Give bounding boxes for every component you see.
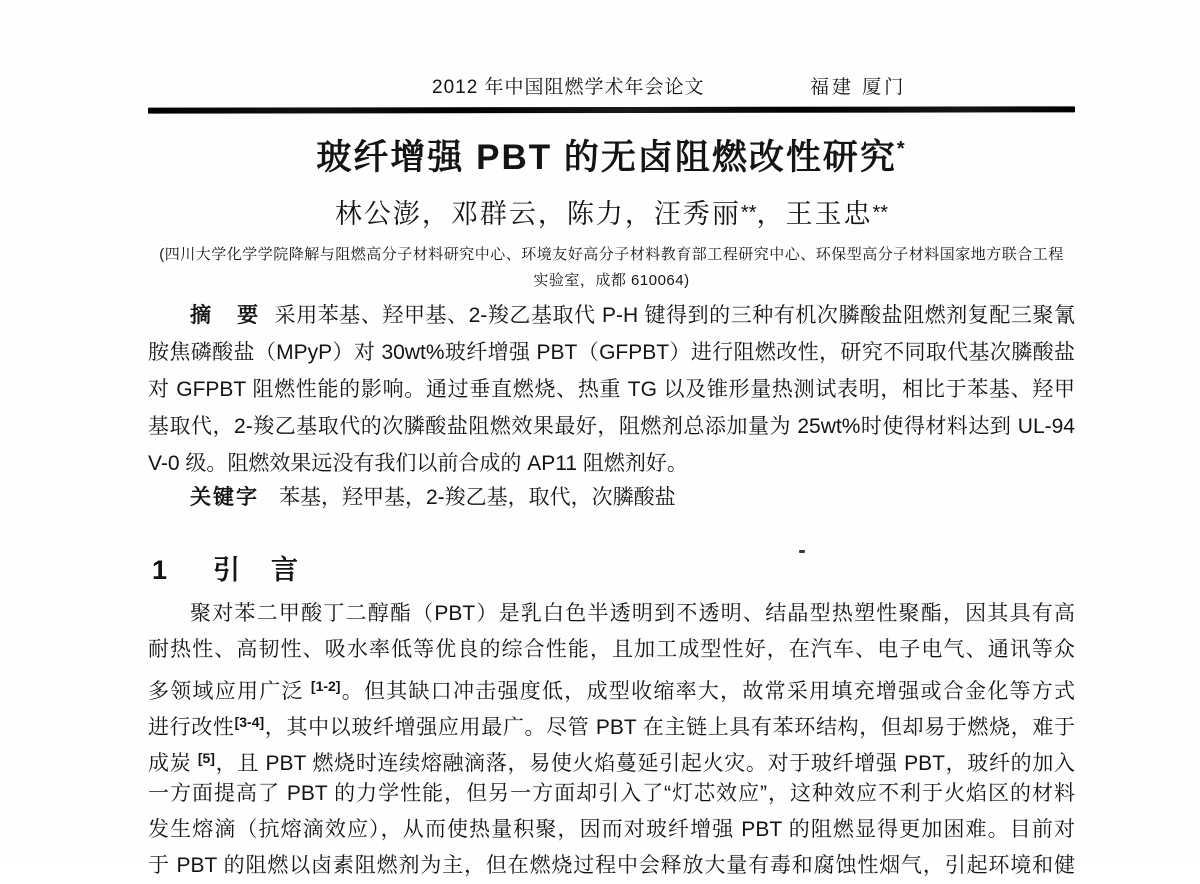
abstract-line: 胺焦磷酸盐（MPyP）对 30wt%玻纤增强 PBT（GFPBT）进行阻燃改性，研究不同取代基次膦酸盐: [148, 341, 1075, 364]
keywords-label: 关键字: [190, 486, 259, 509]
body-text: 于 PBT 的阻燃以卤素阻燃剂为主，但在燃烧过程中会释放大量有毒和腐蚀性烟气，引起环境和健: [148, 854, 1075, 877]
body-line: [148, 596, 1075, 632]
paper-title: [148, 130, 1075, 180]
abstract-line: 对 GFPBT 阻燃性能的影响。通过垂直燃烧、热重 TG 以及锥形量热测试表明，相比于苯基、羟甲: [148, 378, 1075, 401]
title-footnote-mark: *: [896, 138, 907, 160]
body-text: 聚对苯二甲酸丁二醇酯（PBT）是乳白色半透明到不透明、结晶型热塑性聚酯，因其具有高: [190, 602, 1075, 625]
introduction-paragraph: [148, 596, 1075, 884]
body-text: 。但其缺口冲击强度低，成型收缩率大，故常采用填充增强或合金化等方式: [340, 680, 1075, 703]
body-line-partial: [148, 848, 1075, 884]
body-text: 成炭: [148, 752, 198, 775]
body-text: 发生熔滴（抗熔滴效应），从而使热量积聚，因而对玻纤增强 PBT 的阻燃显得更加困难。目前对: [148, 818, 1075, 841]
citation-ref: [5]: [197, 750, 215, 766]
body-line: [148, 812, 1075, 848]
header-rule: [148, 106, 1075, 113]
abstract-line: V-0 级。阻燃效果远没有我们以前合成的 AP11 阻燃剂好。: [148, 452, 688, 475]
abstract-text: 采用苯基、羟甲基、2-羧乙基取代 P-H 键得到的三种有机次膦酸盐阻燃剂复配三聚氰: [274, 304, 1075, 327]
section-heading: [148, 548, 1075, 587]
author-names: ，王玉忠: [756, 199, 873, 229]
abstract-label: 摘 要: [190, 304, 261, 327]
corresponding-author-mark: **: [740, 202, 757, 224]
affiliation-line-2: 实验室，成都 610064): [533, 272, 690, 289]
body-line: [148, 776, 1075, 812]
keywords-text: 苯基，羟甲基，2-羧乙基，取代，次膦酸盐: [279, 486, 676, 509]
affiliation-line-1: (四川大学化学学院降解与阻燃高分子材料研究中心、环境友好高分子材料教育部工程研究中心、环保型高分子材料国家地方联合工程: [159, 246, 1064, 263]
body-line: [148, 740, 1075, 776]
body-text: 一方面提高了 PBT 的力学性能，但另一方面却引入了“灯芯效应”，这种效应不利于火焰区的材料: [148, 782, 1075, 805]
body-text: ，且 PBT 燃烧时连续熔融滴落，易使火焰蔓延引起火灾。对于玻纤增强 PBT，玻纤的加入: [214, 752, 1075, 775]
body-line: [148, 704, 1075, 740]
citation-ref: [3-4]: [234, 714, 265, 730]
keywords-line: [148, 481, 1075, 511]
section-title: 引 言: [213, 555, 301, 585]
abstract-line: 基取代，2-羧乙基取代的次膦酸盐阻燃效果最好，阻燃剂总添加量为 25wt%时使得材料达到 UL-94: [148, 415, 1075, 438]
citation-ref: [1-2]: [310, 678, 341, 694]
section-number: 1: [152, 555, 170, 585]
conference-name: 2012 年中国阻燃学术年会论文: [432, 77, 705, 98]
conference-venue: 福建 厦门: [810, 77, 907, 98]
page-header: [148, 72, 1075, 102]
body-text: ，其中以玻纤增强应用最广。尽管 PBT 在主链上具有苯环结构，但却易于燃烧，难于: [264, 716, 1075, 739]
author-names: 林公澎，邓群云，陈力，汪秀丽: [334, 199, 741, 229]
body-text: 进行改性: [148, 716, 235, 739]
body-text: 多领域应用广泛: [148, 680, 311, 703]
abstract: [148, 297, 1075, 482]
body-line: [148, 668, 1075, 704]
paper-title-text: 玻纤增强 PBT 的无卤阻燃改性研究: [316, 138, 897, 177]
abstract-line: [148, 297, 1075, 334]
body-line: [148, 632, 1075, 668]
corresponding-author-mark: **: [872, 202, 889, 224]
authors-line: [148, 192, 1075, 231]
body-text: 耐热性、高韧性、吸水率低等优良的综合性能，且加工成型性好，在汽车、电子电气、通讯等众: [148, 638, 1075, 661]
